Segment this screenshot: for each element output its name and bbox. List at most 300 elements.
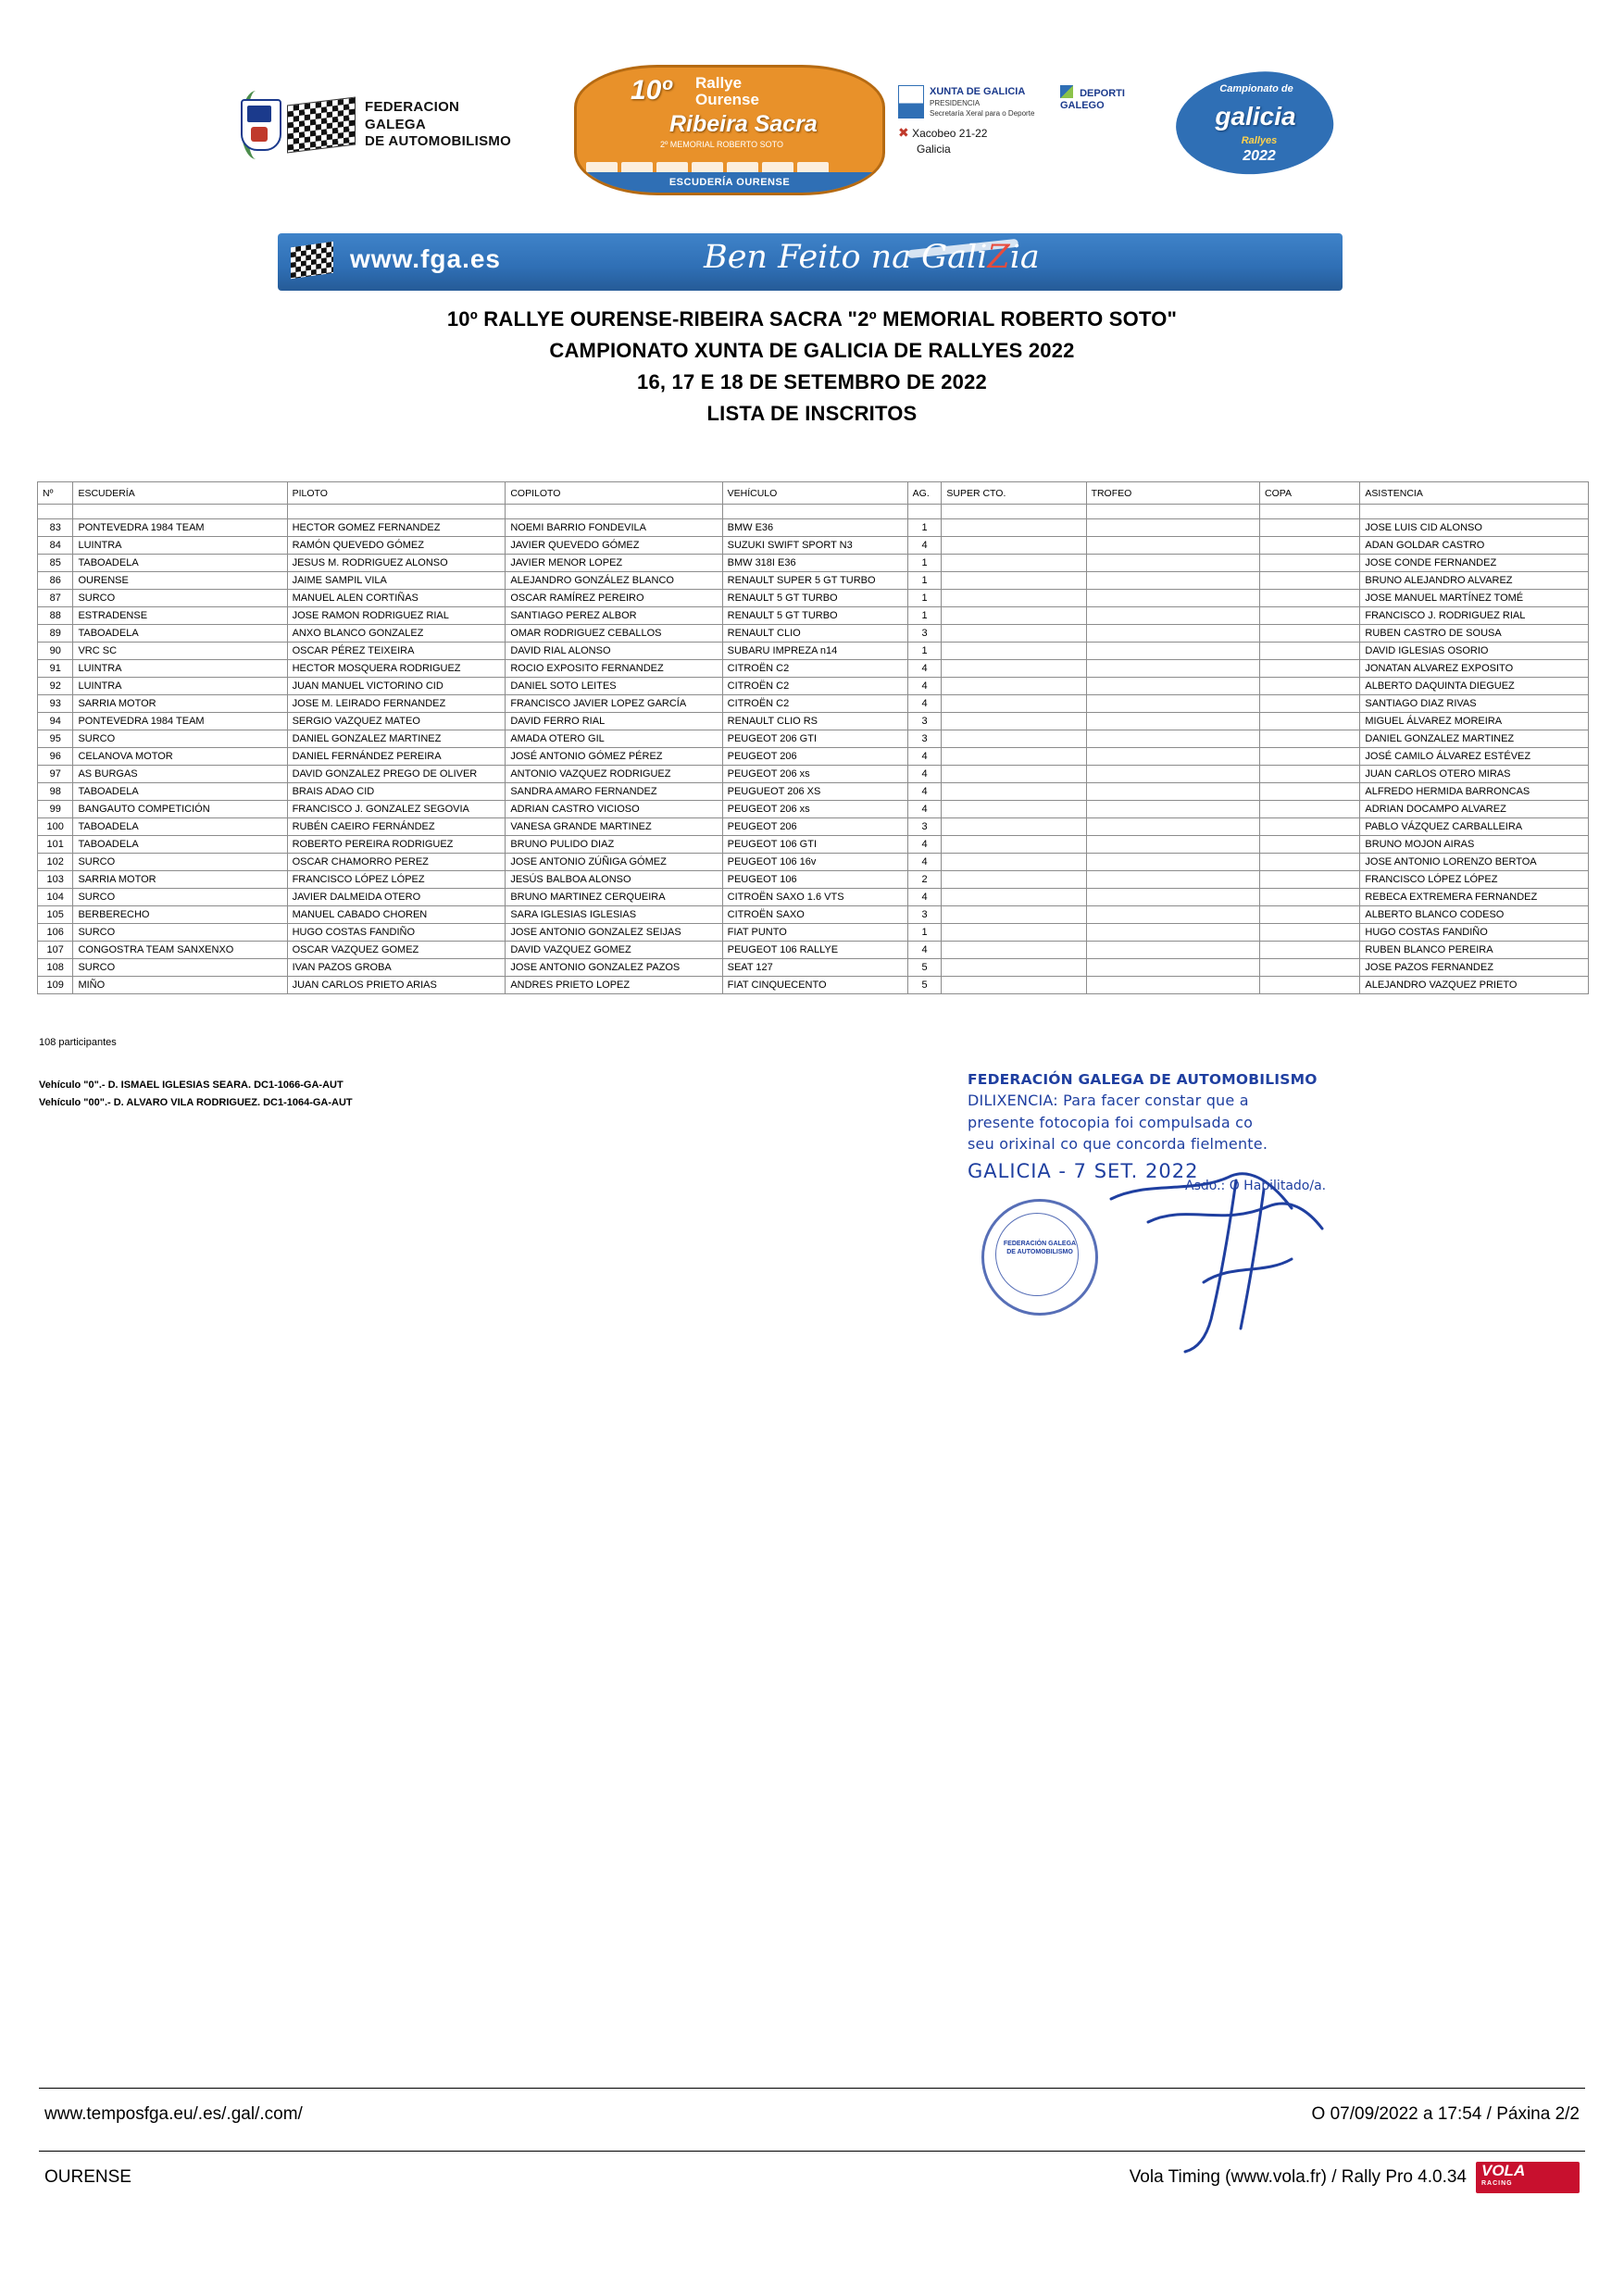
cell-escuderia: CELANOVA MOTOR: [73, 748, 287, 766]
cell-vehiculo: PEUGEOT 206: [722, 818, 907, 836]
cell-escuderia: SURCO: [73, 889, 287, 906]
campionato-galicia-badge: [1176, 65, 1333, 185]
cell-vehiculo: PEUGEOT 106: [722, 871, 907, 889]
cell-piloto: JAVIER DALMEIDA OTERO: [287, 889, 506, 906]
cell-asistencia: JUAN CARLOS OTERO MIRAS: [1360, 766, 1589, 783]
slogan-part-b: ia: [1009, 239, 1040, 276]
cell-num: 91: [38, 660, 73, 678]
cell-escuderia: MIÑO: [73, 977, 287, 994]
cell-copa: [1260, 977, 1360, 994]
table-row: [38, 977, 1589, 994]
cell-vehiculo: FIAT CINQUECENTO: [722, 977, 907, 994]
rally-edition: 10º: [631, 75, 672, 106]
vola-sub: RACING: [1481, 2180, 1513, 2187]
spacer-cell: [1260, 505, 1360, 519]
cell-copiloto: SANDRA AMARO FERNANDEZ: [506, 783, 722, 801]
table-row: [38, 889, 1589, 906]
cell-num: 108: [38, 959, 73, 977]
cell-num: 88: [38, 607, 73, 625]
cell-trofeo: [1086, 695, 1259, 713]
cell-super-cto: [942, 906, 1086, 924]
cell-piloto: FRANCISCO LÓPEZ LÓPEZ: [287, 871, 506, 889]
cell-vehiculo: SUBARU IMPREZA n14: [722, 643, 907, 660]
rally-badge: [574, 65, 885, 195]
cell-vehiculo: PEUGEOT 106 RALLYE: [722, 942, 907, 959]
cell-super-cto: [942, 537, 1086, 555]
cell-copiloto: ALEJANDRO GONZÁLEZ BLANCO: [506, 572, 722, 590]
cell-num: 92: [38, 678, 73, 695]
cell-trofeo: [1086, 607, 1259, 625]
rally-subtitle: Ribeira Sacra: [669, 111, 818, 137]
table-row: [38, 748, 1589, 766]
cell-super-cto: [942, 783, 1086, 801]
footer-location: OURENSE: [44, 2167, 131, 2187]
cell-copa: [1260, 942, 1360, 959]
cell-copa: [1260, 537, 1360, 555]
cell-copiloto: FRANCISCO JAVIER LOPEZ GARCÍA: [506, 695, 722, 713]
cell-super-cto: [942, 801, 1086, 818]
cell-piloto: JESUS M. RODRIGUEZ ALONSO: [287, 555, 506, 572]
badge-galicia-label: galicia: [1215, 102, 1296, 131]
cell-copa: [1260, 590, 1360, 607]
cell-asistencia: DAVID IGLESIAS OSORIO: [1360, 643, 1589, 660]
stamp-line-1: FEDERACIÓN GALEGA DE AUTOMOBILISMO: [968, 1071, 1318, 1088]
table-row: [38, 713, 1589, 730]
cell-escuderia: SURCO: [73, 854, 287, 871]
cell-copiloto: JESÚS BALBOA ALONSO: [506, 871, 722, 889]
cell-escuderia: TABOADELA: [73, 625, 287, 643]
cell-piloto: JUAN MANUEL VICTORINO CID: [287, 678, 506, 695]
cell-super-cto: [942, 871, 1086, 889]
cell-copa: [1260, 959, 1360, 977]
cell-copa: [1260, 678, 1360, 695]
cell-trofeo: [1086, 643, 1259, 660]
cell-trofeo: [1086, 854, 1259, 871]
cell-ag: 5: [907, 977, 942, 994]
cell-vehiculo: RENAULT CLIO RS: [722, 713, 907, 730]
banner-slogan: [704, 239, 1040, 276]
table-row: [38, 906, 1589, 924]
vola-logo: [1476, 2162, 1580, 2193]
round-seal-icon: [981, 1199, 1098, 1316]
stamp-date: GALICIA - 7 SET. 2022: [968, 1160, 1199, 1183]
cell-num: 85: [38, 555, 73, 572]
cell-copa: [1260, 818, 1360, 836]
cell-super-cto: [942, 766, 1086, 783]
cell-copa: [1260, 713, 1360, 730]
cell-vehiculo: CITROËN C2: [722, 695, 907, 713]
cell-piloto: JUAN CARLOS PRIETO ARIAS: [287, 977, 506, 994]
cell-piloto: BRAIS ADAO CID: [287, 783, 506, 801]
cell-trofeo: [1086, 801, 1259, 818]
fga-logo: [241, 83, 518, 167]
cell-copiloto: JAVIER MENOR LOPEZ: [506, 555, 722, 572]
cell-copiloto: ANDRES PRIETO LOPEZ: [506, 977, 722, 994]
cell-asistencia: ADRIAN DOCAMPO ALVAREZ: [1360, 801, 1589, 818]
cell-ag: 4: [907, 766, 942, 783]
banner-url: www.fga.es: [350, 244, 502, 273]
table-header: [38, 482, 1589, 505]
cell-super-cto: [942, 607, 1086, 625]
cell-copa: [1260, 555, 1360, 572]
cell-trofeo: [1086, 766, 1259, 783]
col-header-piloto: PILOTO: [287, 482, 506, 505]
table-row: [38, 519, 1589, 537]
list-title: LISTA DE INSCRITOS: [706, 402, 918, 426]
cell-asistencia: JOSE CONDE FERNANDEZ: [1360, 555, 1589, 572]
cell-super-cto: [942, 889, 1086, 906]
cell-asistencia: ALBERTO BLANCO CODESO: [1360, 906, 1589, 924]
entrants-table-wrap: [37, 481, 1589, 994]
checkered-flag-icon: [287, 96, 356, 153]
cell-ag: 4: [907, 836, 942, 854]
cell-ag: 1: [907, 572, 942, 590]
cell-super-cto: [942, 748, 1086, 766]
cell-ag: 3: [907, 713, 942, 730]
cell-ag: 4: [907, 889, 942, 906]
cell-num: 87: [38, 590, 73, 607]
cell-ag: 1: [907, 643, 942, 660]
cell-num: 106: [38, 924, 73, 942]
cell-copiloto: OSCAR RAMÍREZ PEREIRO: [506, 590, 722, 607]
cell-vehiculo: RENAULT SUPER 5 GT TURBO: [722, 572, 907, 590]
col-header-num: Nº: [38, 482, 73, 505]
cell-num: 96: [38, 748, 73, 766]
col-header-super-cto: SUPER CTO.: [942, 482, 1086, 505]
cell-num: 93: [38, 695, 73, 713]
cell-copiloto: BRUNO PULIDO DIAZ: [506, 836, 722, 854]
cell-copiloto: NOEMI BARRIO FONDEVILA: [506, 519, 722, 537]
cell-escuderia: CONGOSTRA TEAM SANXENXO: [73, 942, 287, 959]
table-row: [38, 818, 1589, 836]
table-row: [38, 836, 1589, 854]
cell-copa: [1260, 607, 1360, 625]
cell-escuderia: OURENSE: [73, 572, 287, 590]
cell-escuderia: SARRIA MOTOR: [73, 871, 287, 889]
cell-escuderia: SARRIA MOTOR: [73, 695, 287, 713]
stamp-line-4: seu orixinal co que concorda fielmente.: [968, 1134, 1268, 1153]
cell-vehiculo: SUZUKI SWIFT SPORT N3: [722, 537, 907, 555]
table-row: [38, 854, 1589, 871]
cell-super-cto: [942, 625, 1086, 643]
cell-copiloto: BRUNO MARTINEZ CERQUEIRA: [506, 889, 722, 906]
cell-copiloto: AMADA OTERO GIL: [506, 730, 722, 748]
cell-copiloto: JOSE ANTONIO GONZALEZ PAZOS: [506, 959, 722, 977]
checkered-flag-icon: [291, 242, 333, 279]
vehicle-note-0: Vehículo "0".- D. ISMAEL IGLESIAS SEARA. DC1-1066-GA-AUT: [39, 1079, 344, 1091]
cell-escuderia: BERBERECHO: [73, 906, 287, 924]
cell-super-cto: [942, 836, 1086, 854]
cell-copa: [1260, 854, 1360, 871]
cell-copa: [1260, 924, 1360, 942]
cell-ag: 4: [907, 537, 942, 555]
cell-vehiculo: CITROËN C2: [722, 678, 907, 695]
entrants-table: [37, 481, 1589, 994]
spacer-cell: [907, 505, 942, 519]
cell-piloto: FRANCISCO J. GONZALEZ SEGOVIA: [287, 801, 506, 818]
cell-ag: 4: [907, 783, 942, 801]
cell-piloto: JOSE M. LEIRADO FERNANDEZ: [287, 695, 506, 713]
cell-copiloto: DAVID RIAL ALONSO: [506, 643, 722, 660]
cell-asistencia: ALBERTO DAQUINTA DIEGUEZ: [1360, 678, 1589, 695]
cell-copa: [1260, 660, 1360, 678]
cell-escuderia: TABOADELA: [73, 555, 287, 572]
cell-copiloto: DAVID VAZQUEZ GOMEZ: [506, 942, 722, 959]
table-header-row: [38, 482, 1589, 505]
cell-trofeo: [1086, 537, 1259, 555]
cell-super-cto: [942, 643, 1086, 660]
cell-piloto: IVAN PAZOS GROBA: [287, 959, 506, 977]
xunta-name: XUNTA DE GALICIA: [930, 86, 1026, 97]
rally-name: [695, 75, 759, 108]
cell-piloto: ANXO BLANCO GONZALEZ: [287, 625, 506, 643]
cell-escuderia: PONTEVEDRA 1984 TEAM: [73, 713, 287, 730]
cell-trofeo: [1086, 660, 1259, 678]
cell-vehiculo: RENAULT 5 GT TURBO: [722, 607, 907, 625]
cell-piloto: ROBERTO PEREIRA RODRIGUEZ: [287, 836, 506, 854]
cell-super-cto: [942, 678, 1086, 695]
cell-copiloto: ADRIAN CASTRO VICIOSO: [506, 801, 722, 818]
cell-piloto: JAIME SAMPIL VILA: [287, 572, 506, 590]
cell-escuderia: VRC SC: [73, 643, 287, 660]
table-row: [38, 766, 1589, 783]
footer-timing: Vola Timing (www.vola.fr) / Rally Pro 4.0.34: [1129, 2167, 1467, 2187]
cell-piloto: MANUEL ALEN CORTIÑAS: [287, 590, 506, 607]
stamp-line-2: DILIXENCIA: Para facer constar que a: [968, 1092, 1249, 1110]
cell-super-cto: [942, 924, 1086, 942]
cell-num: 104: [38, 889, 73, 906]
cell-asistencia: JOSE PAZOS FERNANDEZ: [1360, 959, 1589, 977]
cell-escuderia: TABOADELA: [73, 818, 287, 836]
xacobeo-galicia: Galicia: [917, 142, 951, 156]
cell-num: 90: [38, 643, 73, 660]
cell-vehiculo: SEAT 127: [722, 959, 907, 977]
cell-vehiculo: CITROËN C2: [722, 660, 907, 678]
xacobeo-label: Xacobeo 21-22: [912, 127, 988, 140]
xunta-logo-block: [898, 85, 1148, 156]
cell-copiloto: ANTONIO VAZQUEZ RODRIGUEZ: [506, 766, 722, 783]
cell-piloto: OSCAR PÉREZ TEIXEIRA: [287, 643, 506, 660]
cell-vehiculo: PEUGEOT 106 GTI: [722, 836, 907, 854]
deporte-line2: GALEGO: [1060, 100, 1105, 112]
cell-vehiculo: CITROËN SAXO: [722, 906, 907, 924]
cell-num: 103: [38, 871, 73, 889]
cell-trofeo: [1086, 836, 1259, 854]
cell-copiloto: JAVIER QUEVEDO GÓMEZ: [506, 537, 722, 555]
cell-num: 97: [38, 766, 73, 783]
cell-asistencia: REBECA EXTREMERA FERNANDEZ: [1360, 889, 1589, 906]
spacer-cell: [38, 505, 73, 519]
cell-copa: [1260, 871, 1360, 889]
cell-vehiculo: BMW E36: [722, 519, 907, 537]
cell-asistencia: FRANCISCO LÓPEZ LÓPEZ: [1360, 871, 1589, 889]
cell-piloto: RUBÉN CAEIRO FERNÁNDEZ: [287, 818, 506, 836]
cell-asistencia: SANTIAGO DIAZ RIVAS: [1360, 695, 1589, 713]
cell-num: 102: [38, 854, 73, 871]
stamp-line-3: presente fotocopia foi compulsada co: [968, 1113, 1254, 1131]
cell-trofeo: [1086, 818, 1259, 836]
cell-copa: [1260, 836, 1360, 854]
cell-copiloto: JOSE ANTONIO ZÚÑIGA GÓMEZ: [506, 854, 722, 871]
badge-rallyes-label: Rallyes: [1241, 135, 1278, 146]
table-row: [38, 572, 1589, 590]
organizer-strip: ESCUDERÍA OURENSE: [577, 172, 882, 193]
vola-name: VOLA: [1481, 2162, 1526, 2179]
table-row: [38, 643, 1589, 660]
cell-escuderia: SURCO: [73, 730, 287, 748]
cell-asistencia: ADAN GOLDAR CASTRO: [1360, 537, 1589, 555]
cell-asistencia: HUGO COSTAS FANDIÑO: [1360, 924, 1589, 942]
cell-ag: 2: [907, 871, 942, 889]
cell-trofeo: [1086, 625, 1259, 643]
cell-num: 95: [38, 730, 73, 748]
cell-escuderia: SURCO: [73, 959, 287, 977]
col-header-trofeo: TROFEO: [1086, 482, 1259, 505]
cell-ag: 4: [907, 854, 942, 871]
cell-trofeo: [1086, 730, 1259, 748]
cell-super-cto: [942, 555, 1086, 572]
seal-text: [998, 1241, 1081, 1257]
cell-asistencia: BRUNO ALEJANDRO ALVAREZ: [1360, 572, 1589, 590]
cell-escuderia: LUINTRA: [73, 537, 287, 555]
cell-asistencia: JOSE MANUEL MARTÍNEZ TOMÉ: [1360, 590, 1589, 607]
footer-url: www.temposfga.eu/.es/.gal/.com/: [44, 2104, 303, 2124]
cell-vehiculo: PEUGEOT 206: [722, 748, 907, 766]
table-row: [38, 783, 1589, 801]
spacer-cell: [73, 505, 287, 519]
cell-trofeo: [1086, 572, 1259, 590]
cell-num: 107: [38, 942, 73, 959]
spacer-cell: [722, 505, 907, 519]
seal-line-1: FEDERACIÓN GALEGA: [1003, 1241, 1077, 1247]
cell-vehiculo: FIAT PUNTO: [722, 924, 907, 942]
cell-ag: 1: [907, 924, 942, 942]
cell-piloto: DAVID GONZALEZ PREGO DE OLIVER: [287, 766, 506, 783]
table-spacer-row: [38, 505, 1589, 519]
cell-trofeo: [1086, 977, 1259, 994]
cell-trofeo: [1086, 519, 1259, 537]
rally-name-line1: Rallye: [695, 74, 743, 92]
xunta-sub1: PRESIDENCIA: [930, 98, 981, 107]
cell-ag: 1: [907, 519, 942, 537]
cell-trofeo: [1086, 889, 1259, 906]
cell-copa: [1260, 766, 1360, 783]
cell-trofeo: [1086, 555, 1259, 572]
cell-asistencia: DANIEL GONZALEZ MARTINEZ: [1360, 730, 1589, 748]
table-row: [38, 537, 1589, 555]
cell-ag: 1: [907, 590, 942, 607]
cell-trofeo: [1086, 590, 1259, 607]
header-logos: [213, 65, 1417, 194]
fga-logo-line2: DE AUTOMOBILISMO: [365, 133, 512, 150]
cell-copa: [1260, 906, 1360, 924]
cell-copiloto: JOSÉ ANTONIO GÓMEZ PÉREZ: [506, 748, 722, 766]
cell-trofeo: [1086, 871, 1259, 889]
cell-copa: [1260, 643, 1360, 660]
cell-ag: 4: [907, 801, 942, 818]
handwritten-signature: [1093, 1171, 1398, 1356]
cell-ag: 4: [907, 695, 942, 713]
cell-piloto: OSCAR VAZQUEZ GOMEZ: [287, 942, 506, 959]
cell-escuderia: SURCO: [73, 590, 287, 607]
cell-ag: 1: [907, 555, 942, 572]
cell-trofeo: [1086, 942, 1259, 959]
cell-trofeo: [1086, 906, 1259, 924]
slogan-part-a: Ben Feito na Gali: [704, 239, 988, 276]
cell-copiloto: ROCIO EXPOSITO FERNANDEZ: [506, 660, 722, 678]
cell-escuderia: LUINTRA: [73, 660, 287, 678]
seal-line-2: DE AUTOMOBILISMO: [1006, 1248, 1073, 1255]
spacer-cell: [506, 505, 722, 519]
xunta-logo-icon: [898, 85, 924, 119]
col-header-vehiculo: VEHÍCULO: [722, 482, 907, 505]
table-row: [38, 924, 1589, 942]
page-title: 10º RALLYE OURENSE-RIBEIRA SACRA "2º MEMORIAL ROBERTO SOTO": [446, 307, 1178, 331]
rally-name-line2: Ourense: [695, 90, 759, 108]
cell-super-cto: [942, 730, 1086, 748]
cell-trofeo: [1086, 783, 1259, 801]
cell-escuderia: BANGAUTO COMPETICIÓN: [73, 801, 287, 818]
cell-escuderia: ESTRADENSE: [73, 607, 287, 625]
stamp-signed-by-label: Asdo.: O Habilitado/a.: [1185, 1179, 1327, 1193]
cell-copa: [1260, 730, 1360, 748]
cell-super-cto: [942, 713, 1086, 730]
cell-ag: 3: [907, 730, 942, 748]
cell-copa: [1260, 695, 1360, 713]
cell-piloto: HUGO COSTAS FANDIÑO: [287, 924, 506, 942]
cell-num: 86: [38, 572, 73, 590]
cell-vehiculo: BMW 318I E36: [722, 555, 907, 572]
table-row: [38, 730, 1589, 748]
cell-copiloto: DANIEL SOTO LEITES: [506, 678, 722, 695]
cell-asistencia: RUBEN CASTRO DE SOUSA: [1360, 625, 1589, 643]
cell-super-cto: [942, 959, 1086, 977]
cell-trofeo: [1086, 713, 1259, 730]
fga-logo-text: [365, 99, 518, 151]
event-dates: 16, 17 E 18 DE SETEMBRO DE 2022: [637, 370, 987, 394]
spacer-cell: [1360, 505, 1589, 519]
vehicle-note-1: Vehículo "00".- D. ALVARO VILA RODRIGUEZ. DC1-1064-GA-AUT: [39, 1096, 353, 1108]
table-body: [38, 505, 1589, 994]
cell-super-cto: [942, 818, 1086, 836]
cell-num: 89: [38, 625, 73, 643]
cell-copiloto: OMAR RODRIGUEZ CEBALLOS: [506, 625, 722, 643]
table-row: [38, 590, 1589, 607]
col-header-escuderia: ESCUDERÍA: [73, 482, 287, 505]
cell-trofeo: [1086, 678, 1259, 695]
xacobeo-star-icon: ✖: [898, 125, 909, 140]
cell-copiloto: DAVID FERRO RIAL: [506, 713, 722, 730]
table-row: [38, 959, 1589, 977]
cell-escuderia: AS BURGAS: [73, 766, 287, 783]
document-titles: [0, 304, 1624, 430]
cell-asistencia: BRUNO MOJON AIRAS: [1360, 836, 1589, 854]
deporte-galego-logo: [1060, 85, 1125, 112]
cell-asistencia: JOSE LUIS CID ALONSO: [1360, 519, 1589, 537]
cell-copiloto: VANESA GRANDE MARTINEZ: [506, 818, 722, 836]
spacer-cell: [287, 505, 506, 519]
deporte-line1: DEPORTI: [1080, 88, 1125, 99]
championship-title: CAMPIONATO XUNTA DE GALICIA DE RALLYES 2022: [549, 339, 1075, 363]
cell-ag: 4: [907, 660, 942, 678]
cell-copiloto: JOSE ANTONIO GONZALEZ SEIJAS: [506, 924, 722, 942]
table-row: [38, 801, 1589, 818]
page-footer: [0, 2088, 1624, 2236]
cell-num: 98: [38, 783, 73, 801]
cell-piloto: SERGIO VAZQUEZ MATEO: [287, 713, 506, 730]
cell-ag: 4: [907, 942, 942, 959]
cell-num: 105: [38, 906, 73, 924]
